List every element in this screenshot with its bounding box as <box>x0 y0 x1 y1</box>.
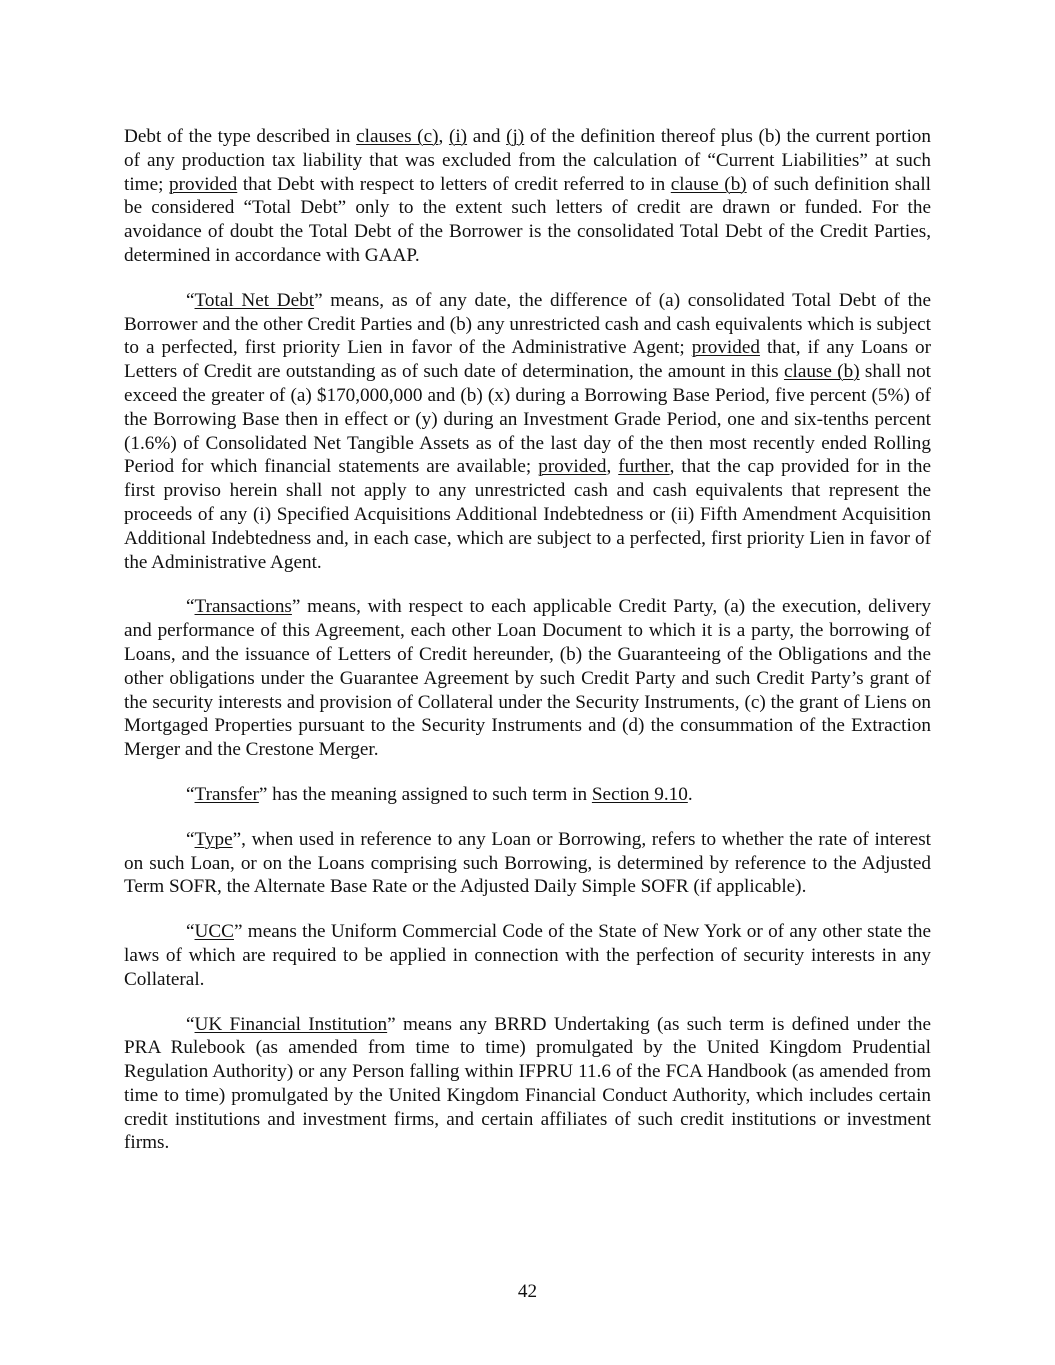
defined-term-reference: clause (b) <box>783 361 860 383</box>
paragraph-text: “ <box>186 783 195 805</box>
defined-term-reference: Section 9.10 <box>591 783 688 805</box>
paragraph-text: , that the cap provided for in the first proviso herein shall not apply to any unrestricted cash and cash equivalents that represent the proceeds of any (i) Specified Acquisitions Additional Indebtedness or (ii) Fifth Amendment Acquisition Additional Indebtedness and, in each case, which are subject to a perfected, first priority Lien in favor of the Administrative Agent. <box>124 456 931 573</box>
paragraph-text: ” means, with respect to each applicable Credit Party, (a) the execution, delivery and performance of this Agreement, each other Loan Document to which it is a party, the borrowing of Loans, and the issuance of Letters of Credit hereunder, (b) the Guaranteeing of the Obligations and the other obligations under the Guarantee Agreement by such Credit Party and such Credit Party’s grant of the security interests and provision of Collateral under the Security Instruments, (c) the grant of Liens on Mortgaged Properties pursuant to the Security Instruments and (d) the consummation of the Extraction Merger and the Crestone Merger. <box>124 596 931 761</box>
defined-term-reference: further <box>618 456 670 478</box>
paragraph-text: ” means the Uniform Commercial Code of the State of New York or of any other state the laws of which are required to be applied in connection with the perfection of security interests in any Collateral. <box>124 921 931 990</box>
paragraph-text: that, if any Loans or Letters of Credit are outstanding as of such date of determination, the amount in this <box>124 337 931 383</box>
defined-term-reference: provided <box>691 337 760 359</box>
paragraph-text: and <box>467 126 507 147</box>
defined-term-reference: clause (b) <box>670 173 747 195</box>
paragraph <box>124 1013 931 1156</box>
paragraph-text: Debt of the type described in <box>124 126 357 147</box>
defined-term-reference: (j) <box>506 126 525 147</box>
paragraph <box>124 828 931 899</box>
paragraph <box>124 289 931 575</box>
paragraph <box>124 783 931 807</box>
paragraph-text: ” means, as of any date, the difference of (a) consolidated Total Debt of the Borrower and the other Credit Parties and (b) any unrestricted cash and cash equivalents which is subject to a perfected, first priority Lien in favor of the Administrative Agent; <box>124 289 932 359</box>
paragraph-text: ” means any BRRD Undertaking (as such term is defined under the PRA Rulebook (as amended from time to time) promulgated by the United Kingdom Prudential Regulation Authority) or any Person falling within IFPRU 11.6 of the FCA Handbook (as amended from time to time) promulgated by the United Kingdom Financial Conduct Authority, which includes certain credit institutions and investment firms, and certain affiliates of such credit institutions or investment firms. <box>124 1013 931 1154</box>
defined-term-reference: UK Financial Institution <box>194 1013 388 1035</box>
defined-term-reference: provided <box>169 173 238 195</box>
paragraph-text: , <box>606 456 619 478</box>
paragraph-text: , <box>438 126 449 147</box>
paragraph <box>124 125 931 268</box>
paragraph-text: shall not exceed the greater of (a) $170,000,000 and (b) (x) during a Borrowing Base Period, five percent (5%) of the Borrowing Base then in effect or (y) during an Investment Grade Period, one and six-tenths percent (1.6%) of Consolidated Net Tangible Assets as of the last day of the then most recently ended Rolling Period for which financial statements are available; <box>124 361 931 478</box>
defined-term-reference: UCC <box>194 921 234 943</box>
defined-term-reference: Transactions <box>194 596 292 618</box>
paragraph <box>124 595 931 762</box>
paragraph <box>124 920 931 991</box>
defined-term-reference: Transfer <box>194 783 259 805</box>
paragraph-text: ” has the meaning assigned to such term in <box>258 783 592 805</box>
paragraph-text: that Debt with respect to letters of credit referred to in <box>237 173 671 195</box>
defined-term-reference: (i) <box>448 126 468 147</box>
paragraph-text: “ <box>186 921 195 943</box>
document-body <box>124 125 931 1176</box>
paragraph-text: of the definition thereof plus (b) the current portion of any production tax liability that was excluded from the calculation of “Current Liabilities” at such time; <box>124 126 931 195</box>
defined-term-reference: Type <box>194 828 233 850</box>
defined-term-reference: clauses (c) <box>356 126 439 147</box>
paragraph-text: of such definition shall be considered “Total Debt” only to the extent such letters of credit are drawn or funded. For the avoidance of doubt the Total Debt of the Borrower is the consolidated Total Debt of the Credit Parties, determined in accordance with GAAP. <box>124 173 932 266</box>
paragraph-text: “ <box>186 828 195 850</box>
paragraph-text: . <box>687 783 693 805</box>
paragraph-text: ”, when used in reference to any Loan or Borrowing, refers to whether the rate of interest on such Loan, or on the Loans comprising such Borrowing, is determined by reference to the Adjusted Term SOFR, the Alternate Base Rate or the Adjusted Daily Simple SOFR (if applicable). <box>124 828 931 898</box>
defined-term-reference: Total Net Debt <box>194 289 315 311</box>
paragraph-text: “ <box>186 289 195 311</box>
defined-term-reference: provided <box>538 456 607 478</box>
page-number: 42 <box>517 1281 538 1302</box>
paragraph-text: “ <box>186 596 195 618</box>
paragraph-text: “ <box>186 1013 195 1035</box>
